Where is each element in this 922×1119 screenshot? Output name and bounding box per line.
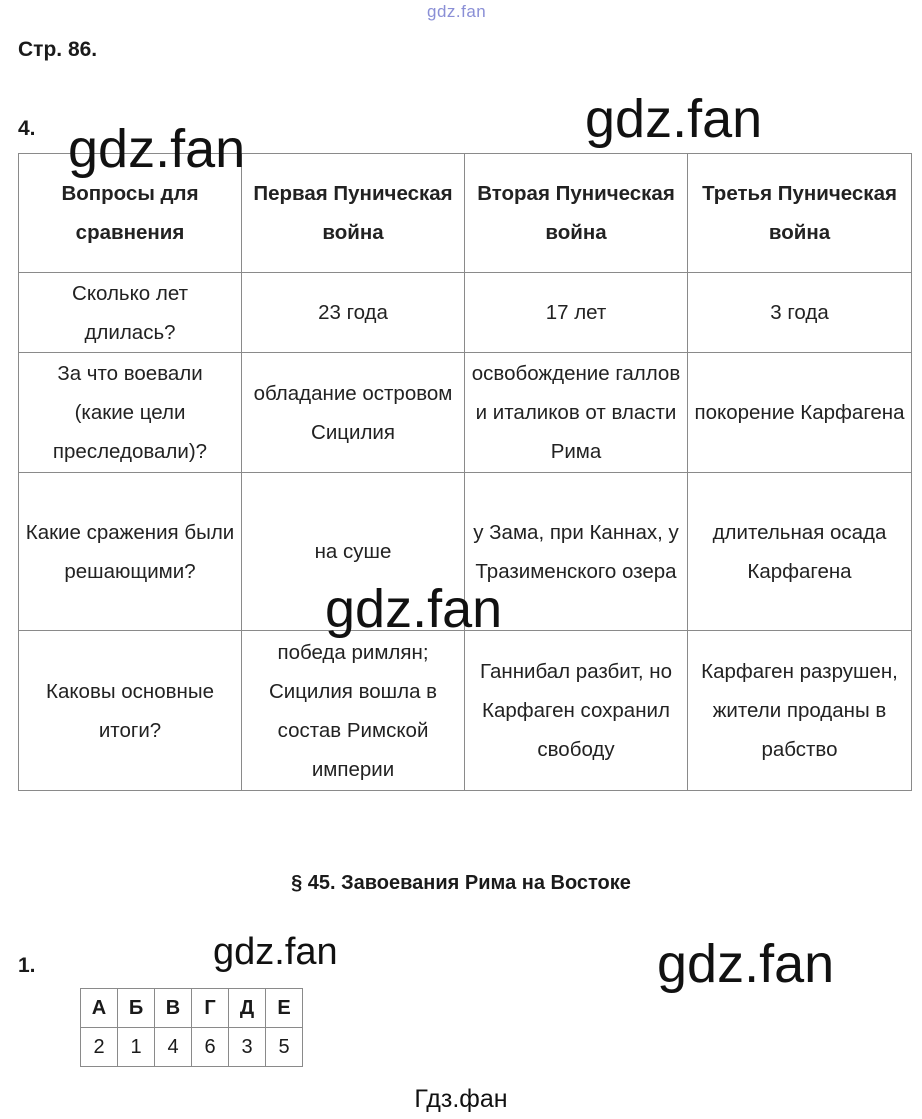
watermark: gdz.fan xyxy=(325,579,503,639)
answer-number: 2 xyxy=(81,1028,118,1067)
table-cell: у Зама, при Каннах, у Тразименского озера xyxy=(465,473,688,631)
table-cell: на суше xyxy=(242,473,465,631)
table-row xyxy=(19,273,912,353)
table-cell: Какие сражения были решающими? xyxy=(19,473,242,631)
table-cell: освобождение галлов и италиков от власти Рима xyxy=(465,353,688,473)
section-title: § 45. Завоевания Рима на Востоке xyxy=(291,872,631,894)
table-cell: 23 года xyxy=(242,273,465,353)
table-cell: За что воевали (какие цели преследовали)? xyxy=(19,353,242,473)
answer-letters-row xyxy=(81,989,303,1028)
comparison-table xyxy=(18,153,912,791)
table-cell: Каковы основные итоги? xyxy=(19,631,242,791)
table-cell: 3 года xyxy=(688,273,912,353)
answer-number: 5 xyxy=(266,1028,303,1067)
answer-number: 4 xyxy=(155,1028,192,1067)
answer-letter: В xyxy=(155,989,192,1028)
watermark: gdz.fan xyxy=(68,119,246,179)
answer-letter: Г xyxy=(192,989,229,1028)
answer-letter: Д xyxy=(229,989,266,1028)
answer-table xyxy=(80,988,303,1067)
watermark-top: gdz.fan xyxy=(427,2,487,21)
table-cell: 17 лет xyxy=(465,273,688,353)
answer-number: 6 xyxy=(192,1028,229,1067)
task-4-number: 4. xyxy=(18,117,36,140)
answer-numbers-row xyxy=(81,1028,303,1067)
watermark: gdz.fan xyxy=(657,934,835,994)
page-label: Стр. 86. xyxy=(18,38,98,61)
header-cell: Вопросы для сравнения xyxy=(19,154,242,273)
watermark: gdz.fan xyxy=(585,89,763,149)
table-cell: Сколько лет длилась? xyxy=(19,273,242,353)
header-cell: Третья Пуническая война xyxy=(688,154,912,273)
table-row xyxy=(19,353,912,473)
table-cell: покорение Карфагена xyxy=(688,353,912,473)
answer-number: 3 xyxy=(229,1028,266,1067)
footer-watermark: Гдз.фан xyxy=(414,1085,508,1113)
answer-letter: Е xyxy=(266,989,303,1028)
table-cell: Карфаген разрушен, жители проданы в рабство xyxy=(688,631,912,791)
answer-letter: А xyxy=(81,989,118,1028)
answer-letter: Б xyxy=(118,989,155,1028)
table-cell: обладание островом Сицилия xyxy=(242,353,465,473)
header-cell: Первая Пуническая война xyxy=(242,154,465,273)
table-cell: Ганнибал разбит, но Карфаген сохранил свободу xyxy=(465,631,688,791)
table-row xyxy=(19,631,912,791)
answer-number: 1 xyxy=(118,1028,155,1067)
header-cell: Вторая Пуническая война xyxy=(465,154,688,273)
task-1-number: 1. xyxy=(18,954,36,977)
table-cell: длительная осада Карфагена xyxy=(688,473,912,631)
watermark: gdz.fan xyxy=(213,931,338,973)
table-cell: победа римлян; Сицилия вошла в состав Римской империи xyxy=(242,631,465,791)
